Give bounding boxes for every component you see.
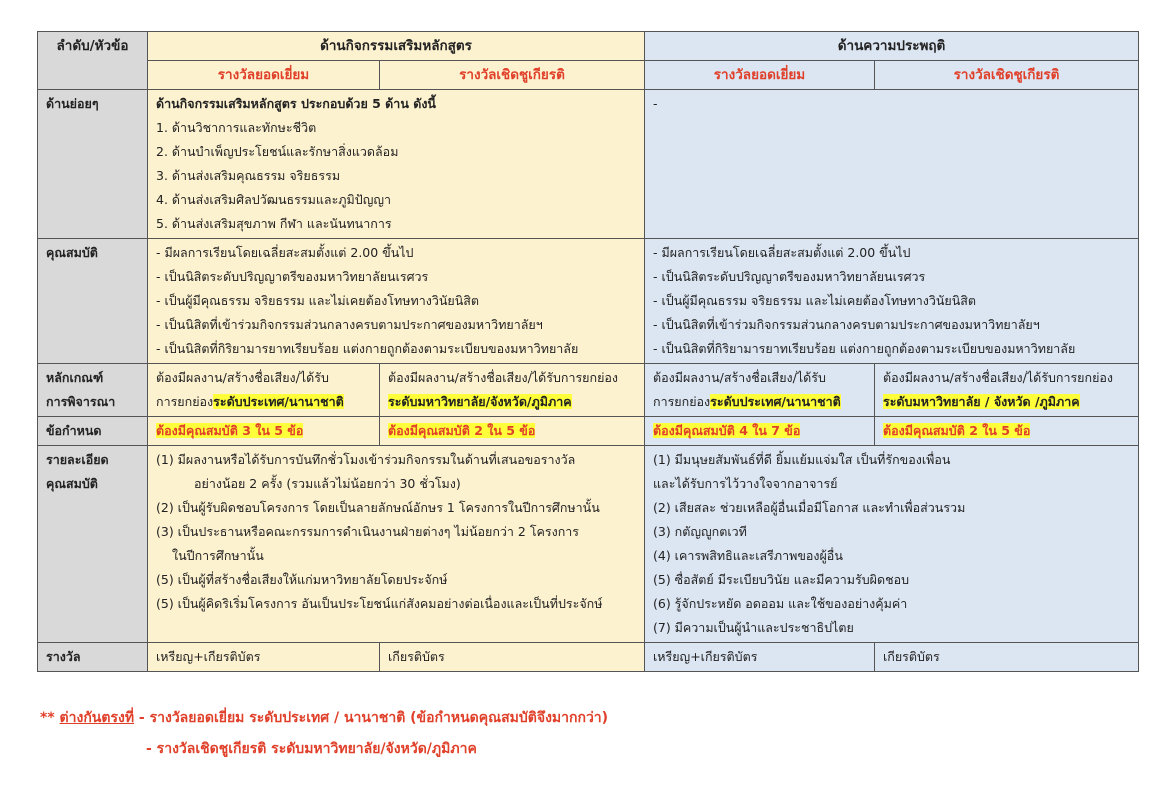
details-label-line: คุณสมบัติ xyxy=(46,476,98,491)
prize-label: รางวัล xyxy=(38,643,148,672)
criteria-bh-excellent xyxy=(645,364,875,417)
detail-item: (4) เคารพสิทธิและเสรีภาพของผู้อื่น xyxy=(653,548,843,563)
sub-aspect-item: 2. ด้านบำเพ็ญประโยชน์และรักษาสิ่งแวดล้อม xyxy=(156,144,399,159)
details-behavior xyxy=(645,446,1139,643)
requirement-bh-honor: ต้องมีคุณสมบัติ 2 ใน 5 ข้อ xyxy=(883,423,1031,438)
sub-aspect-label: ด้านย่อยๆ xyxy=(38,90,148,239)
detail-item: (5) ซื่อสัตย์ มีระเบียบวินัย และมีความรับผิดชอบ xyxy=(653,572,910,587)
criteria-level: ระดับมหาวิทยาลัย/จังหวัด/ภูมิภาค xyxy=(388,394,572,409)
sub-aspect-item: 1. ด้านวิชาการและทักษะชีวิต xyxy=(156,120,317,135)
sub-aspect-item: 4. ด้านส่งเสริมศิลปวัฒนธรรมและภูมิปัญญา xyxy=(156,192,392,207)
requirement-co-honor: ต้องมีคุณสมบัติ 2 ใน 5 ข้อ xyxy=(388,423,536,438)
sub-aspect-behavior: - xyxy=(645,90,1139,239)
criteria-co-excellent xyxy=(148,364,380,417)
header-row xyxy=(38,32,1139,61)
qualification-row xyxy=(38,239,1139,364)
sub-aspect-item: 3. ด้านส่งเสริมคุณธรรม จริยธรรม xyxy=(156,168,341,183)
criteria-text: ต้องมีผลงาน/สร้างชื่อเสียง/ได้รับการยกย่อง xyxy=(388,370,619,385)
prize-row xyxy=(38,643,1139,672)
footnote-excellent-text: - รางวัลยอดเยี่ยม ระดับประเทศ / นานาชาติ (ข้อกำหนดคุณสมบัติจึงมากกว่า) xyxy=(134,710,609,726)
qualification-item: - เป็นผู้มีคุณธรรม จริยธรรม และไม่เคยต้องโทษทางวินัยนิสิต xyxy=(156,293,480,308)
requirement-bh-excellent-cell xyxy=(645,417,875,446)
award-criteria-table xyxy=(37,31,1139,672)
corner-header: ลำดับ/หัวข้อ xyxy=(38,32,148,90)
detail-item: (1) มีผลงานหรือได้รับการบันทึกชั่วโมงเข้าร่วมกิจกรรมในด้านที่เสนอขอรางวัล xyxy=(156,452,576,467)
qualification-item: - มีผลการเรียนโดยเฉลี่ยสะสมตั้งแต่ 2.00 ขึ้นไป xyxy=(156,245,414,260)
criteria-text: ต้องมีผลงาน/สร้างชื่อเสียง/ได้รับ xyxy=(156,370,329,385)
qualification-item: - เป็นผู้มีคุณธรรม จริยธรรม และไม่เคยต้องโทษทางวินัยนิสิต xyxy=(653,293,977,308)
detail-item: (2) เป็นผู้รับผิดชอบโครงการ โดยเป็นลายลักษณ์อักษร 1 โครงการในปีการศึกษานั้น xyxy=(156,500,600,515)
qualification-item: - เป็นนิสิตที่กิริยามารยาทเรียบร้อย แต่งกายถูกต้องตามระเบียบของมหาวิทยาลัย xyxy=(653,341,1076,356)
detail-item: (1) มีมนุษยสัมพันธ์ที่ดี ยิ้มแย้มแจ่มใส เป็นที่รักของเพื่อน xyxy=(653,452,951,467)
qualification-item: - เป็นนิสิตที่กิริยามารยาทเรียบร้อย แต่งกายถูกต้องตามระเบียบของมหาวิทยาลัย xyxy=(156,341,579,356)
behavior-header: ด้านความประพฤติ xyxy=(645,32,1139,61)
qualification-item: - เป็นนิสิตระดับปริญญาตรีของมหาวิทยาลัยนเรศวร xyxy=(653,269,926,284)
details-row xyxy=(38,446,1139,643)
footnote-line-1 xyxy=(40,705,608,731)
detail-item: (3) กตัญญูกตเวที xyxy=(653,524,747,539)
qualification-cocurricular xyxy=(148,239,645,364)
requirement-co-honor-cell xyxy=(380,417,645,446)
criteria-text: การยกย่อง xyxy=(156,394,214,409)
detail-item: (2) เสียสละ ช่วยเหลือผู้อื่นเมื่อมีโอกาส และทำเพื่อส่วนรวม xyxy=(653,500,966,515)
requirement-label: ข้อกำหนด xyxy=(38,417,148,446)
sub-aspect-item: 5. ด้านส่งเสริมสุขภาพ กีฬา และนันทนาการ xyxy=(156,216,392,231)
detail-item: ในปีการศึกษานั้น xyxy=(172,548,264,563)
prize-bh-excellent: เหรียญ+เกียรติบัตร xyxy=(645,643,875,672)
criteria-level: ระดับประเทศ/นานาชาติ xyxy=(213,394,344,409)
criteria-label xyxy=(38,364,148,417)
requirement-row xyxy=(38,417,1139,446)
criteria-row xyxy=(38,364,1139,417)
prize-co-excellent: เหรียญ+เกียรติบัตร xyxy=(148,643,380,672)
co-award-excellent-header: รางวัลยอดเยี่ยม xyxy=(148,61,380,90)
requirement-co-excellent: ต้องมีคุณสมบัติ 3 ใน 5 ข้อ xyxy=(156,423,304,438)
footnote-diff: ต่างกันตรงที่ xyxy=(59,710,135,726)
qualification-item: - มีผลการเรียนโดยเฉลี่ยสะสมตั้งแต่ 2.00 ขึ้นไป xyxy=(653,245,911,260)
footnote-stars: ** xyxy=(40,710,55,726)
sub-aspect-title: ด้านกิจกรรมเสริมหลักสูตร ประกอบด้วย 5 ด้าน ดังนี้ xyxy=(156,96,436,111)
requirement-bh-honor-cell xyxy=(875,417,1139,446)
qualification-item: - เป็นนิสิตที่เข้าร่วมกิจกรรมส่วนกลางครบตามประกาศของมหาวิทยาลัยฯ xyxy=(156,317,543,332)
bh-award-excellent-header: รางวัลยอดเยี่ยม xyxy=(645,61,875,90)
detail-item: และได้รับการไว้วางใจจากอาจารย์ xyxy=(653,476,838,491)
criteria-bh-honor xyxy=(875,364,1139,417)
detail-item: (6) รู้จักประหยัด อดออม และใช้ของอย่างคุ้มค่า xyxy=(653,596,908,611)
footnote-line-2: - รางวัลเชิดชูเกียรติ ระดับมหาวิทยาลัย/จังหวัด/ภูมิภาค xyxy=(146,741,477,757)
bh-award-honor-header: รางวัลเชิดชูเกียรติ xyxy=(875,61,1139,90)
details-label-line: รายละเอียด xyxy=(46,452,109,467)
detail-item: (3) เป็นประธานหรือคณะกรรมการดำเนินงานฝ่ายต่างๆ ไม่น้อยกว่า 2 โครงการ xyxy=(156,524,580,539)
sub-aspect-cocurricular xyxy=(148,90,645,239)
details-cocurricular xyxy=(148,446,645,643)
qualification-item: - เป็นนิสิตระดับปริญญาตรีของมหาวิทยาลัยนเรศวร xyxy=(156,269,429,284)
criteria-text: ต้องมีผลงาน/สร้างชื่อเสียง/ได้รับการยกย่อง xyxy=(883,370,1114,385)
detail-item: (7) มีความเป็นผู้นำและประชาธิปไตย xyxy=(653,620,854,635)
qualification-label: คุณสมบัติ xyxy=(38,239,148,364)
qualification-behavior xyxy=(645,239,1139,364)
requirement-co-excellent-cell xyxy=(148,417,380,446)
detail-item: อย่างน้อย 2 ครั้ง (รวมแล้วไม่น้อยกว่า 30 ชั่วโมง) xyxy=(194,476,461,491)
criteria-text: การยกย่อง xyxy=(653,394,711,409)
qualification-item: - เป็นนิสิตที่เข้าร่วมกิจกรรมส่วนกลางครบตามประกาศของมหาวิทยาลัยฯ xyxy=(653,317,1040,332)
detail-item: (5) เป็นผู้ที่สร้างชื่อเสียงให้แก่มหาวิทยาลัยโดยประจักษ์ xyxy=(156,572,448,587)
sub-aspect-row xyxy=(38,90,1139,239)
criteria-label-line: การพิจารณา xyxy=(46,394,116,409)
co-award-honor-header: รางวัลเชิดชูเกียรติ xyxy=(380,61,645,90)
award-header-row xyxy=(38,61,1139,90)
criteria-label-line: หลักเกณฑ์ xyxy=(46,370,104,385)
criteria-text: ต้องมีผลงาน/สร้างชื่อเสียง/ได้รับ xyxy=(653,370,826,385)
prize-co-honor: เกียรติบัตร xyxy=(380,643,645,672)
criteria-level: ระดับประเทศ/นานาชาติ xyxy=(710,394,841,409)
detail-item: (5) เป็นผู้คิดริเริ่มโครงการ อันเป็นประโยชน์แก่สังคมอย่างต่อเนื่องและเป็นที่ประจักษ์ xyxy=(156,596,603,611)
details-label xyxy=(38,446,148,643)
prize-bh-honor: เกียรติบัตร xyxy=(875,643,1139,672)
requirement-bh-excellent: ต้องมีคุณสมบัติ 4 ใน 7 ข้อ xyxy=(653,423,801,438)
criteria-level: ระดับมหาวิทยาลัย / จังหวัด /ภูมิภาค xyxy=(883,394,1080,409)
cocurricular-header: ด้านกิจกรรมเสริมหลักสูตร xyxy=(148,32,645,61)
criteria-co-honor xyxy=(380,364,645,417)
